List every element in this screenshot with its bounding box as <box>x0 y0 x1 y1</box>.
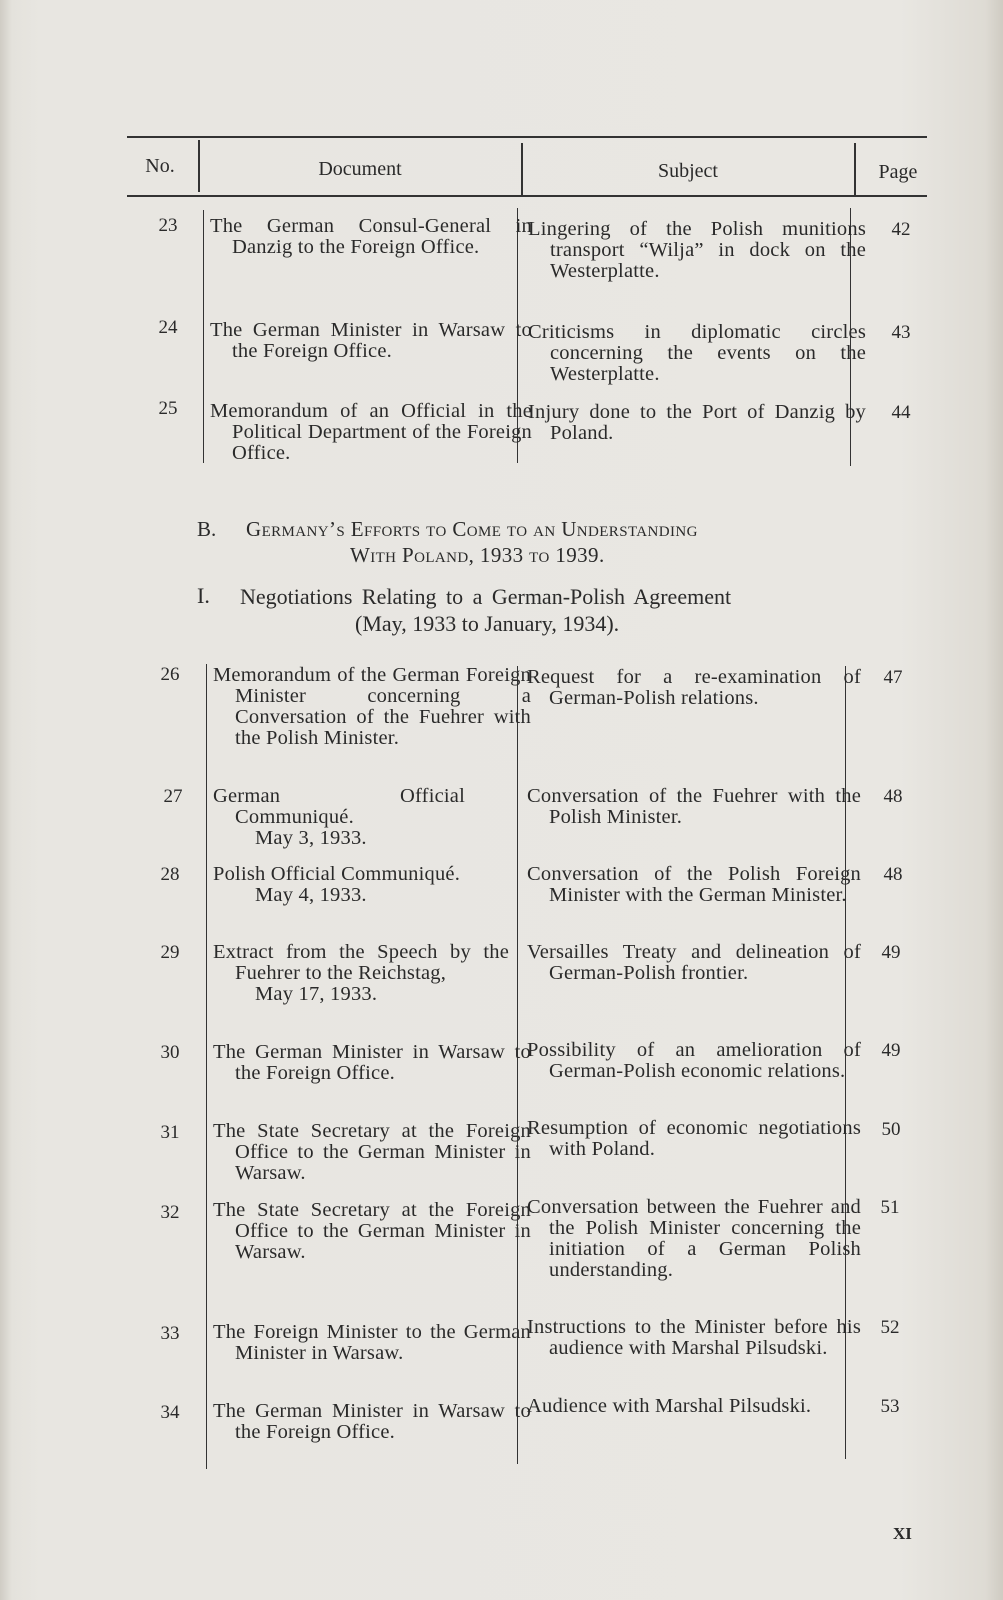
row-number: 28 <box>160 864 180 885</box>
row-number: 30 <box>160 1042 180 1063</box>
row-number: 23 <box>158 215 178 236</box>
row-page: 42 <box>891 219 911 240</box>
row-number: 32 <box>160 1202 180 1223</box>
section-i-title-line1: Negotiations Relating to a German-Polish Agreement <box>240 584 732 609</box>
row-subject: Injury done to the Port of Danzig by Poland. <box>528 401 866 444</box>
row-page: 48 <box>883 864 903 885</box>
row-document: The German Consul-General in Danzig to the Foreign Office. <box>210 215 532 258</box>
row-page: 49 <box>881 942 901 963</box>
row-subject: Audience with Marshal Pilsudski. <box>527 1395 812 1417</box>
section-b-label: B. <box>197 517 217 541</box>
row-number: 31 <box>160 1122 180 1143</box>
header-bottom-rule <box>127 195 927 197</box>
header-document: Document <box>318 158 402 180</box>
row-document: Extract from the Speech by the Fuehrer to the Reichstag, <box>213 941 509 984</box>
header-top-rule <box>127 136 927 138</box>
row-number: 34 <box>160 1402 180 1423</box>
row-document: German Official Communiqué. <box>213 785 465 828</box>
row-number: 24 <box>158 317 178 338</box>
row-subject: Lingering of the Polish munitions transport “Wilja” in dock on the Westerplatte. <box>528 218 866 282</box>
row-document: The German Minister in Warsaw to the Foreign Office. <box>213 1041 531 1084</box>
row-document: The State Secretary at the Foreign Office to the German Minister in Warsaw. <box>213 1120 531 1184</box>
row-number: 27 <box>163 786 183 807</box>
row-document-cell <box>213 786 509 849</box>
row-number: 25 <box>158 398 178 419</box>
row-page: 53 <box>880 1396 900 1417</box>
header-subject: Subject <box>658 160 718 182</box>
section-b-title-line1: Germany’s Efforts to Come to an Understanding <box>246 517 698 541</box>
row-document: Polish Official Communiqué. <box>213 863 461 885</box>
row-subject: Possibility of an amelioration of German-Polish economic relations. <box>527 1039 861 1082</box>
row-page: 51 <box>880 1197 900 1218</box>
row-subject: Conversation of the Polish Foreign Minister with the German Minister. <box>527 863 861 906</box>
row-page: 48 <box>883 786 903 807</box>
row-date: May 17, 1933. <box>255 983 378 1005</box>
row-document: The State Secretary at the Foreign Office to the German Minister in Warsaw. <box>213 1199 531 1263</box>
header-divider <box>854 143 856 195</box>
row-document: The German Minister in Warsaw to the Foreign Office. <box>210 319 532 362</box>
column-rule <box>206 664 207 1469</box>
row-page: 49 <box>881 1040 901 1061</box>
section-b-title-line2: With Poland, 1933 to 1939. <box>350 543 605 567</box>
header-no: No. <box>145 155 175 177</box>
page-number: XI <box>893 1524 912 1543</box>
row-number: 26 <box>160 664 180 685</box>
row-subject: Instructions to the Minister before his audience with Marshal Pilsudski. <box>527 1316 861 1359</box>
section-i-title-line2: (May, 1933 to January, 1934). <box>355 611 620 636</box>
row-subject: Resumption of economic negotiations with Poland. <box>527 1117 861 1160</box>
column-rule <box>203 210 204 463</box>
header-page: Page <box>878 161 918 183</box>
row-document-cell <box>213 942 509 1005</box>
row-page: 43 <box>891 322 911 343</box>
row-subject: Conversation of the Fuehrer with the Polish Minister. <box>527 785 861 828</box>
row-subject: Request for a re-examination of German-Polish relations. <box>527 666 861 709</box>
row-page: 44 <box>891 402 911 423</box>
row-date: May 4, 1933. <box>255 884 367 906</box>
row-subject: Versailles Treaty and delineation of German-Polish frontier. <box>527 941 861 984</box>
row-document: Memorandum of the German Foreign Minister concerning a Conversation of the Fuehrer with the Polish Minister. <box>213 664 531 749</box>
row-date: May 3, 1933. <box>255 827 367 849</box>
section-i-label: I. <box>197 583 210 608</box>
row-number: 33 <box>160 1323 180 1344</box>
row-document-cell <box>213 864 523 906</box>
row-subject: Conversation between the Fuehrer and the Polish Minister concerning the initiation of a German Polish understanding. <box>527 1196 861 1281</box>
row-page: 52 <box>880 1317 900 1338</box>
row-page: 47 <box>883 667 903 688</box>
row-document: The Foreign Minister to the German Minister in Warsaw. <box>213 1321 531 1364</box>
row-document: Memorandum of an Official in the Political Department of the Foreign Office. <box>210 400 532 464</box>
row-page: 50 <box>881 1119 901 1140</box>
row-number: 29 <box>160 942 180 963</box>
row-subject: Criticisms in diplomatic circles concerning the events on the Westerplatte. <box>528 321 866 385</box>
row-document: The German Minister in Warsaw to the Foreign Office. <box>213 1400 531 1443</box>
